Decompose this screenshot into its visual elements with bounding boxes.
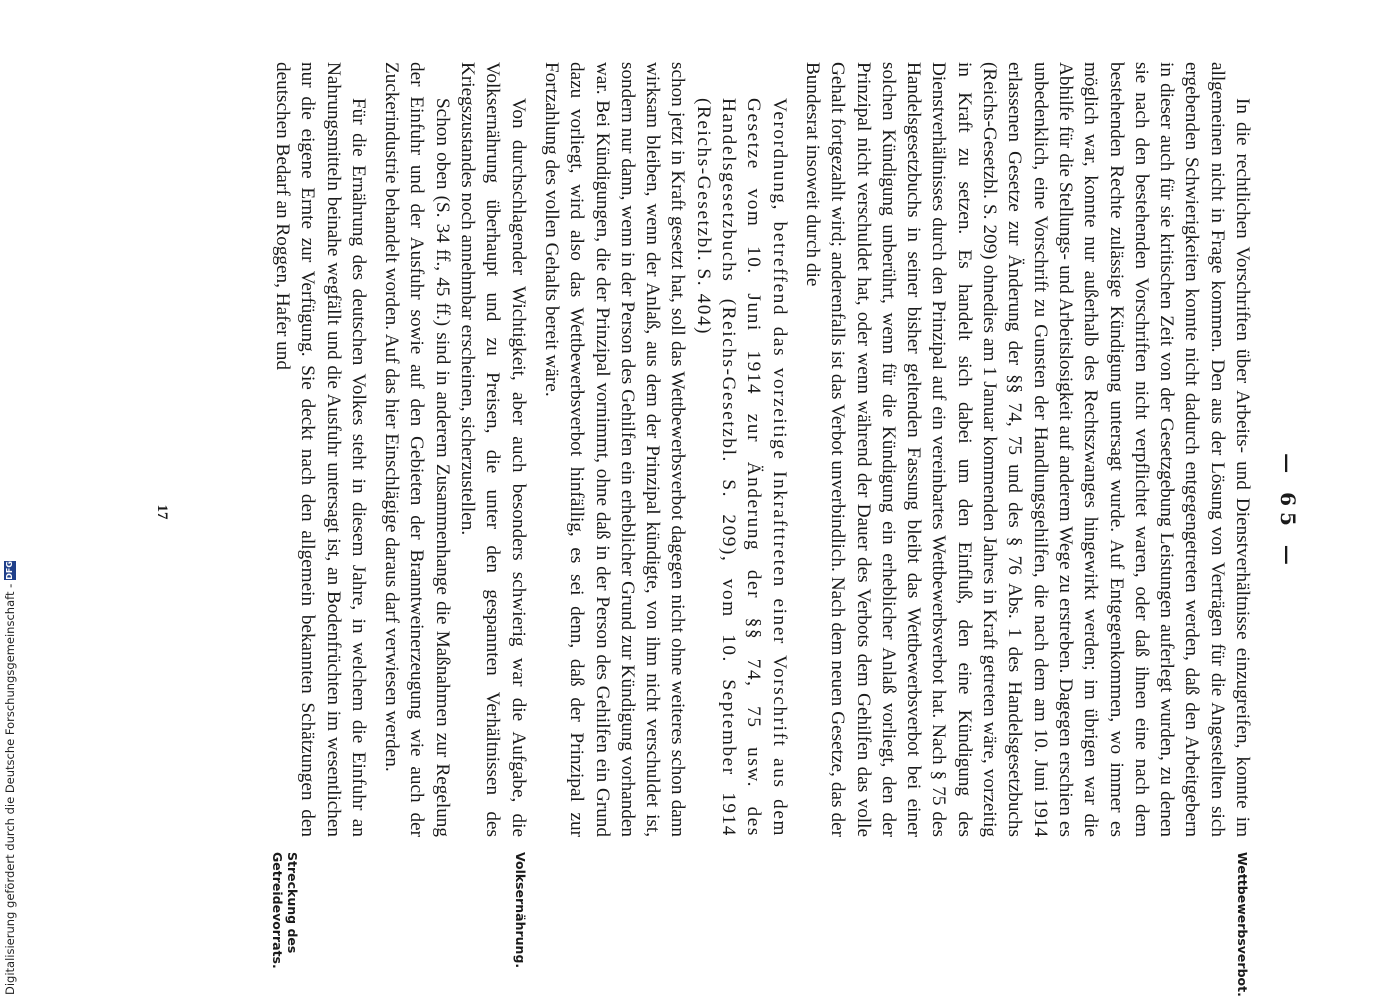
paragraph-volksernaehrung: Von durchschlagender Wichtigkeit, aber auch besonders schwierig war die Aufgabe, die Volksernährung überhaupt und zu Preisen, die unter den gespannten Verhältnissen des Kriegszustandes noch annehmbar erscheinen, sicherzustellen. [457,62,529,837]
margin-note-volksernaehrung: Volksernährung. [513,852,528,969]
paragraph-dienstverhaeltnisse: In die rechtlichen Vorschriften über Arbeits- und Dienstverhältnisse einzugreifen, konnte im allgemeinen nicht in Frage kommen. Den aus der Lösung von Verträgen für die Angestellten sich ergebenden Schwierigkeiten konnte nicht dadurch entgegengetreten werden, daß den Arbeitgebern in dieser auch für sie kritischen Zeit von der Gesetzgebung Leistungen auferlegt wurden, zu denen sie nach den bestehenden Vorschriften nicht verpflichtet waren, oder daß ihnen eine nach dem bestehenden Rechte zulässige Kündigung untersagt wurde. Auf Entgegenkommen, wo immer es möglich war, konnte nur außerhalb des Rechtszwanges hingewirkt werden; im übrigen war die Abhilfe für die Stellungs- und Arbeitslosigkeit auf anderem Wege zu erstreben. Dagegen erschien es unbedenklich, eine Vorschrift zu Gunsten der Handlungsgehilfen, die nach dem am 10. Juni 1914 erlassenen Gesetze zur Änderung der §§ 74, 75 und des § 76 Abs. 1 des Handelsgesetzbuchs (Reichs-Gesetzbl. S. 209) ohnedies am 1 Januar kommenden Jahres in Kraft getreten wäre, vorzeitig in Kraft zu setzen. Es handelt sich dabei um den Einfluß, den eine Kündigung des Dienstverhältnisses durch den Prinzipal auf ein vereinbartes Wettbewerbsverbot hat. Nach § 75 des Handelsgesetzbuchs in seiner bisher geltenden Fassung bleibt das Wettbewerbsverbot bei einer solchen Kündigung unberührt, wenn für die Kündigung ein erheblicher Anlaß vorliegt, den der Prinzipal nicht verschuldet hat, oder wenn während der Dauer des Verbots dem Gehilfen das volle Gehalt fortgezahlt wird; anderenfalls ist das Verbot unverbindlich. Nach dem neuen Gesetze, das der Bundesrat insoweit durch die [801,62,1253,837]
digitization-credit [3,561,17,995]
credit-text: Digitalisierung gefördert durch die Deutsche Forschungsgemeinschaft - [3,583,17,995]
paragraph-wettbewerbsverbot-continued: schon jetzt in Kraft gesetzt hat, soll das Wettbewerbsverbot dagegen nicht ohne weiteres schon dann wirksam bleiben, wenn der Anlaß, aus dem der Prinzipal kündigte, von ihm nicht verschuldet ist, sondern nur dann, wenn in der Person des Gehilfen ein erheblicher Grund zur Kündigung vorhanden war. Bei Kündigungen, die der Prinzipal vornimmt, ohne daß in der Person des Gehilfen ein Grund dazu vorliegt, wird also das Wettbewerbsverbot hinfällig, es sei denn, daß der Prinzipal zur Fortzahlung des vollen Gehalts bereit wäre. [540,62,689,837]
rotated-page [130,62,1300,997]
page-number-header: — 65 — [1276,453,1300,571]
paragraph-ernaehrung: Für die Ernährung des deutschen Volkes steht in diesem Jahre, in welchem die Einfuhr an Nahrungsmitteln beinahe wegfällt und die Ausfuhr untersagt ist, an Bodenfrüchten im wesentlichen nur die eigene Ernte zur Verfügung. Sie deckt nach den allgemein bekannten Schätzungen den deutschen Bedarf an Roggen, Hafer und [272,62,369,837]
margin-note-wettbewerbsverbot: Wettbewerbsverbot. [1235,852,1250,997]
sheet-signature: 17 [154,504,170,520]
main-text-column [270,62,1255,837]
margin-note-getreide: Streckung des Getreidevorrats. [270,852,300,969]
paragraph-verordnung-quote: Verordnung, betreffend das vorzeitige Inkrafttreten einer Vorschrift aus dem Gesetze vom 10. Juni 1914 zur Änderung der §§ 74, 75 usw. des Handelsgesetzbuchs (Reichs-Gesetzbl. S. 209), vom 10. September 1914 (Reichs-Gesetzbl. S. 404) [692,98,790,837]
paragraph-massnahmen: Schon oben (S. 34 ff., 45 ff.) sind in anderem Zusammenhange die Maßnahmen zur Regelung der Einfuhr und der Ausfuhr sowie auf den Gebieten der Branntweinerzeugung wie auch der Zuckerindustrie behandelt worden. Auf das hier Einschlägige daraus darf verwiesen werden. [381,62,453,837]
dfg-logo: DFG [5,561,14,580]
